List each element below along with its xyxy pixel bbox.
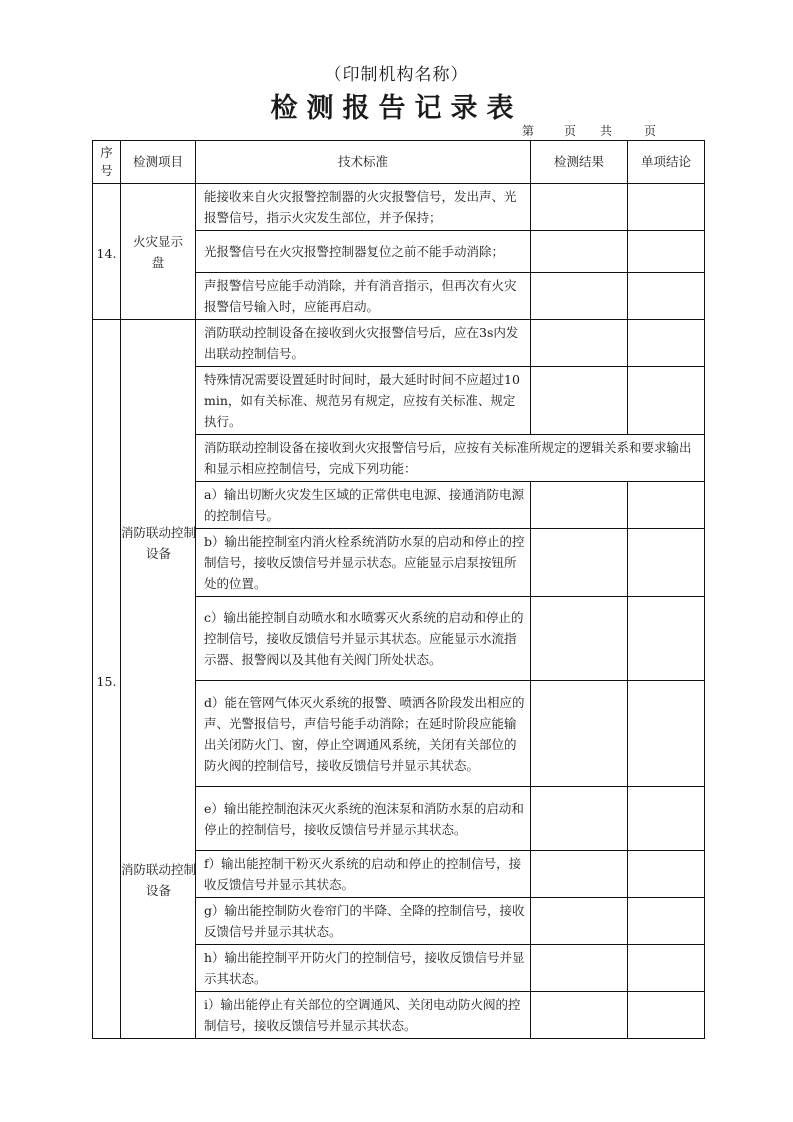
conclusion-cell[interactable] xyxy=(628,787,705,851)
conclusion-cell[interactable] xyxy=(628,320,705,367)
page-title: 检测报告记录表 xyxy=(270,93,523,124)
standard-text: b）输出能控制室内消火栓系统消防水泵的启动和停止的控制信号，接收反馈信号并显示状态。应能显示启泵按钮所处的位置。 xyxy=(196,529,531,597)
result-cell[interactable] xyxy=(531,597,628,681)
standard-text: 消防联动控制设备在接收到火灾报警信号后，应在3s内发出联动控制信号。 xyxy=(196,320,531,367)
standard-text: c）输出能控制自动喷水和水喷雾灭火系统的启动和停止的控制信号，接收反馈信号并显示其状态。应能显示水流指示器、报警阀以及其他有关阀门所处状态。 xyxy=(196,597,531,681)
col-header-result: 检测结果 xyxy=(531,141,628,184)
result-cell[interactable] xyxy=(531,320,628,367)
result-cell[interactable] xyxy=(531,273,628,320)
result-cell[interactable] xyxy=(531,898,628,945)
standard-text: 能接收来自火灾报警控制器的火灾报警信号，发出声、光报警信号，指示火灾发生部位，并予保持； xyxy=(196,184,531,231)
result-cell[interactable] xyxy=(531,367,628,435)
conclusion-cell[interactable] xyxy=(628,184,705,231)
result-cell[interactable] xyxy=(531,851,628,898)
conclusion-cell[interactable] xyxy=(628,898,705,945)
result-cell[interactable] xyxy=(531,992,628,1039)
org-name: （印制机构名称） xyxy=(324,65,469,85)
conclusion-cell[interactable] xyxy=(628,681,705,787)
conclusion-cell[interactable] xyxy=(628,231,705,273)
result-cell[interactable] xyxy=(531,787,628,851)
result-cell[interactable] xyxy=(531,945,628,992)
conclusion-cell[interactable] xyxy=(628,367,705,435)
standard-text: d）能在管网气体灭火系统的报警、喷洒各阶段发出相应的声、光警报信号，声信号能手动消除；在延时阶段应能输出关闭防火门、窗，停止空调通风系统，关闭有关部位的防火阀的控制信号，接收反馈信号并显示其状态。 xyxy=(196,681,531,787)
conclusion-cell[interactable] xyxy=(628,273,705,320)
page-ye2: 页 xyxy=(644,124,657,138)
check-item-label: 消防联动控制设备 xyxy=(121,525,197,561)
table-row xyxy=(93,184,705,231)
standard-text: 特殊情况需要设置延时时间时，最大延时时间不应超过10min，如有关标准、规范另有规定，应按有关标准、规定执行。 xyxy=(196,367,531,435)
standard-text-wide: 消防联动控制设备在接收到火灾报警信号后，应按有关标准所规定的逻辑关系和要求输出和显示相应控制信号，完成下列功能： xyxy=(196,435,705,482)
standard-text: e）输出能控制泡沫灭火系统的泡沫泵和消防水泵的启动和停止的控制信号，接收反馈信号并显示其状态。 xyxy=(196,787,531,851)
col-header-item: 检测项目 xyxy=(121,141,196,184)
check-item-label-repeat: 消防联动控制设备 xyxy=(121,862,197,898)
result-cell[interactable] xyxy=(531,482,628,529)
standard-text: g）输出能控制防火卷帘门的半降、全降的控制信号，接收反馈信号并显示其状态。 xyxy=(196,898,531,945)
conclusion-cell[interactable] xyxy=(628,992,705,1039)
conclusion-cell[interactable] xyxy=(628,851,705,898)
row-number: 14. xyxy=(93,184,121,320)
check-item xyxy=(121,320,196,1039)
standard-text: f）输出能控制干粉灭火系统的启动和停止的控制信号，接收反馈信号并显示其状态。 xyxy=(196,851,531,898)
conclusion-cell[interactable] xyxy=(628,482,705,529)
col-header-standard: 技术标准 xyxy=(196,141,531,184)
conclusion-cell[interactable] xyxy=(628,597,705,681)
record-table xyxy=(92,140,705,1039)
col-header-conclusion: 单项结论 xyxy=(628,141,705,184)
standard-text: i）输出能停止有关部位的空调通风、关闭电动防火阀的控制信号，接收反馈信号并显示其状态。 xyxy=(196,992,531,1039)
result-cell[interactable] xyxy=(531,184,628,231)
result-cell[interactable] xyxy=(531,231,628,273)
page-gong: 共 xyxy=(600,124,613,138)
check-item: 火灾显示盘 xyxy=(121,184,196,320)
row-number: 15. xyxy=(93,320,121,1039)
conclusion-cell[interactable] xyxy=(628,945,705,992)
result-cell[interactable] xyxy=(531,529,628,597)
standard-text: 光报警信号在火灾报警控制器复位之前不能手动消除； xyxy=(196,231,531,273)
conclusion-cell[interactable] xyxy=(628,529,705,597)
table-header-row xyxy=(93,141,705,184)
table-row xyxy=(93,320,705,367)
standard-text: 声报警信号应能手动消除，并有消音指示，但再次有火灾报警信号输入时，应能再启动。 xyxy=(196,273,531,320)
page-ye1: 页 xyxy=(564,124,577,138)
col-header-seq: 序号 xyxy=(93,141,121,184)
standard-text: h）输出能控制平开防火门的控制信号，接收反馈信号并显示其状态。 xyxy=(196,945,531,992)
standard-text: a）输出切断火灾发生区域的正常供电电源、接通消防电源的控制信号。 xyxy=(196,482,531,529)
result-cell[interactable] xyxy=(531,681,628,787)
page-di: 第 xyxy=(522,124,535,138)
